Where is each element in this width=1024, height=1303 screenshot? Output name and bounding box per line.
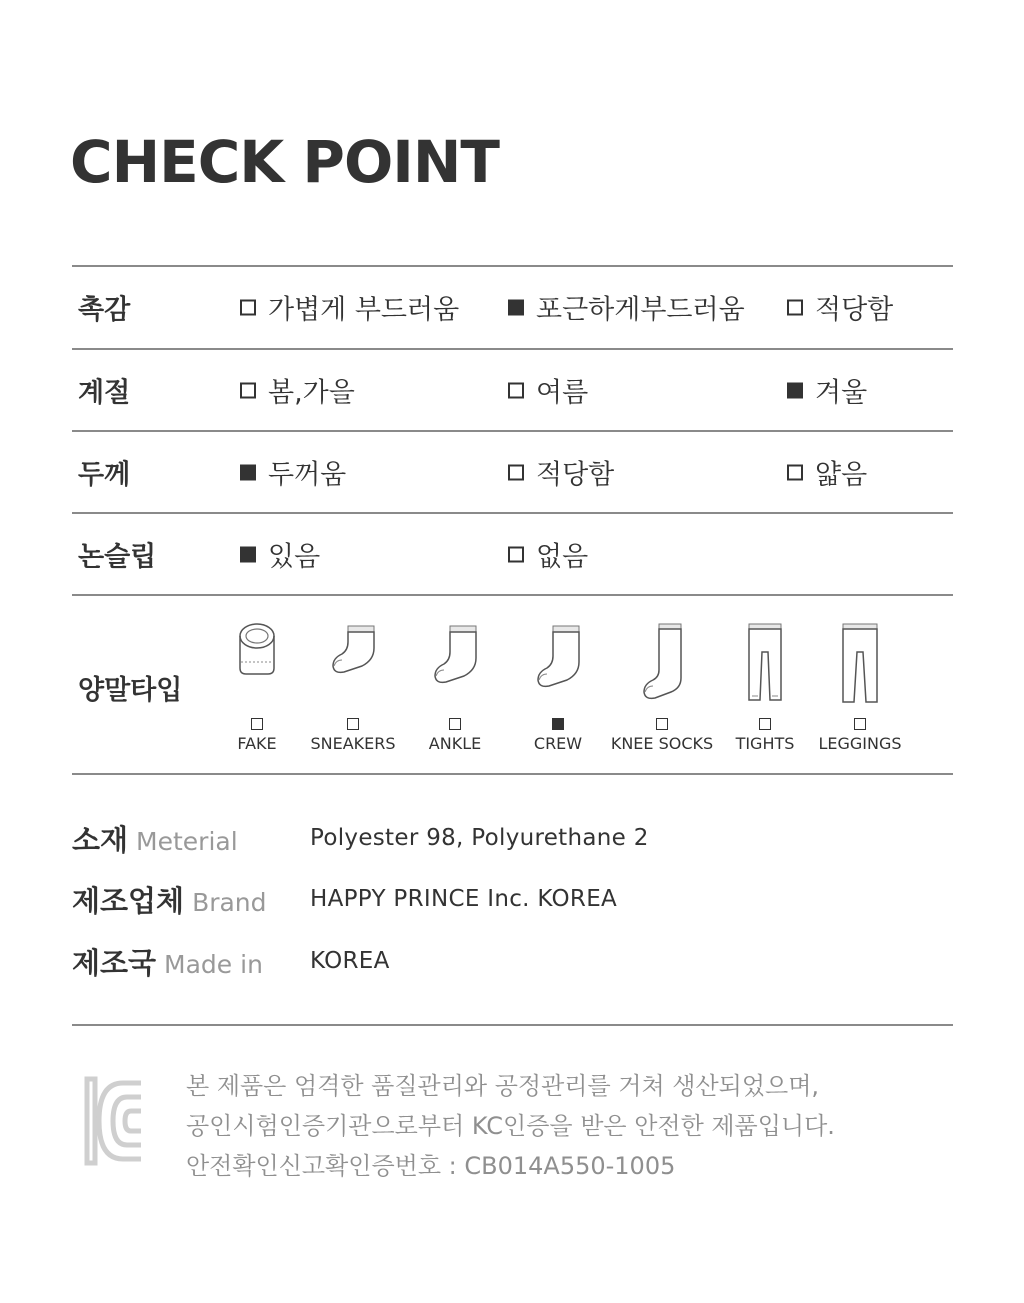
kc-notice-line-2: 공인시험인증기관으로부터 KC인증을 받은 안전한 제품입니다. [186, 1112, 835, 1140]
check-row-texture [72, 267, 953, 347]
checkbox-unchecked [251, 718, 263, 730]
fake-sock-icon [232, 622, 282, 678]
check-row-thickness [72, 432, 953, 512]
option-no [508, 535, 588, 574]
info-label-ko: 제조국 [72, 946, 157, 980]
info-label-ko: 제조업체 [72, 884, 185, 918]
option-summer [508, 371, 588, 410]
option-label: 가볍게 부드러움 [268, 294, 460, 326]
checkbox-unchecked [656, 718, 668, 730]
sock-type-label: ANKLE [428, 734, 482, 753]
sock-type-fake [202, 622, 312, 753]
checkbox-unchecked [787, 464, 803, 480]
checkbox-unchecked [240, 299, 256, 315]
info-label-en: Meterial [136, 827, 238, 856]
option-light-soft [240, 288, 459, 327]
checkbox-unchecked [508, 464, 524, 480]
brand-value: HAPPY PRINCE Inc. KOREA [310, 886, 618, 912]
kc-certification-icon [83, 1075, 145, 1167]
sock-type-label: CREW [533, 734, 583, 753]
row-label: 계절 [78, 377, 131, 409]
row-label: 촉감 [78, 294, 131, 326]
sock-type-leggings [805, 622, 915, 753]
checkbox-unchecked [759, 718, 771, 730]
info-brand [72, 879, 267, 920]
sock-type-ankle [400, 622, 510, 753]
sock-type-tights [710, 622, 820, 753]
sneakers-sock-icon [328, 622, 378, 678]
info-made-in [72, 941, 263, 982]
knee-sock-icon [637, 622, 687, 702]
sock-type-knee-socks [607, 622, 717, 753]
checkbox-unchecked [508, 382, 524, 398]
row-label: 양말타입 [78, 675, 183, 706]
sock-type-label: FAKE [237, 734, 277, 753]
check-row-season [72, 350, 953, 430]
sock-type-crew [503, 622, 613, 753]
sock-type-row [72, 596, 953, 773]
checkbox-checked [508, 299, 524, 315]
divider [72, 773, 953, 775]
sock-type-label: SNEAKERS [310, 734, 396, 753]
checkbox-checked [552, 718, 564, 730]
sock-type-label: TIGHTS [735, 734, 795, 753]
checkbox-unchecked [787, 299, 803, 315]
option-yes [240, 535, 320, 574]
option-label: 얇음 [815, 459, 868, 491]
checkbox-unchecked [347, 718, 359, 730]
info-label-en: Brand [192, 888, 267, 917]
kc-notice-line-1: 본 제품은 엄격한 품질관리와 공정관리를 거쳐 생산되었으며, [186, 1072, 820, 1100]
made-in-value: KOREA [310, 948, 390, 974]
option-winter [787, 371, 867, 410]
sock-type-label: KNEE SOCKS [610, 734, 714, 753]
option-label: 적당함 [815, 294, 894, 326]
checkbox-unchecked [240, 382, 256, 398]
divider [72, 1024, 953, 1026]
check-row-nonslip [72, 514, 953, 594]
option-thick [240, 453, 346, 492]
checkbox-unchecked [854, 718, 866, 730]
sock-type-sneakers [298, 622, 408, 753]
kc-cert-number: 안전확인신고확인증번호 : CB014A550-1005 [186, 1152, 676, 1180]
option-label: 두꺼움 [268, 459, 347, 491]
option-label: 적당함 [536, 459, 615, 491]
tights-icon [740, 622, 790, 704]
option-label: 없음 [536, 541, 589, 573]
info-label-en: Made in [164, 950, 263, 979]
option-thin [787, 453, 867, 492]
info-label-ko: 소재 [72, 823, 129, 857]
sock-type-label: LEGGINGS [818, 734, 902, 753]
option-label: 여름 [536, 377, 589, 409]
leggings-icon [835, 622, 885, 704]
checkbox-unchecked [449, 718, 461, 730]
crew-sock-icon [533, 622, 583, 692]
option-label: 봄,가을 [268, 377, 355, 409]
page-title: CHECK POINT [70, 128, 499, 196]
option-moderate [508, 453, 614, 492]
option-spring-fall [240, 371, 355, 410]
option-cozy-soft [508, 288, 745, 327]
checkbox-checked [240, 464, 256, 480]
row-label: 두께 [78, 459, 131, 491]
row-label: 논슬립 [78, 541, 157, 573]
option-label: 겨울 [815, 377, 868, 409]
material-value: Polyester 98, Polyurethane 2 [310, 825, 649, 851]
option-label: 있음 [268, 541, 321, 573]
option-label: 포근하게부드러움 [536, 294, 745, 326]
info-material [72, 818, 238, 859]
ankle-sock-icon [430, 622, 480, 688]
checkbox-unchecked [508, 546, 524, 562]
checkbox-checked [240, 546, 256, 562]
option-moderate [787, 288, 893, 327]
checkbox-checked [787, 382, 803, 398]
